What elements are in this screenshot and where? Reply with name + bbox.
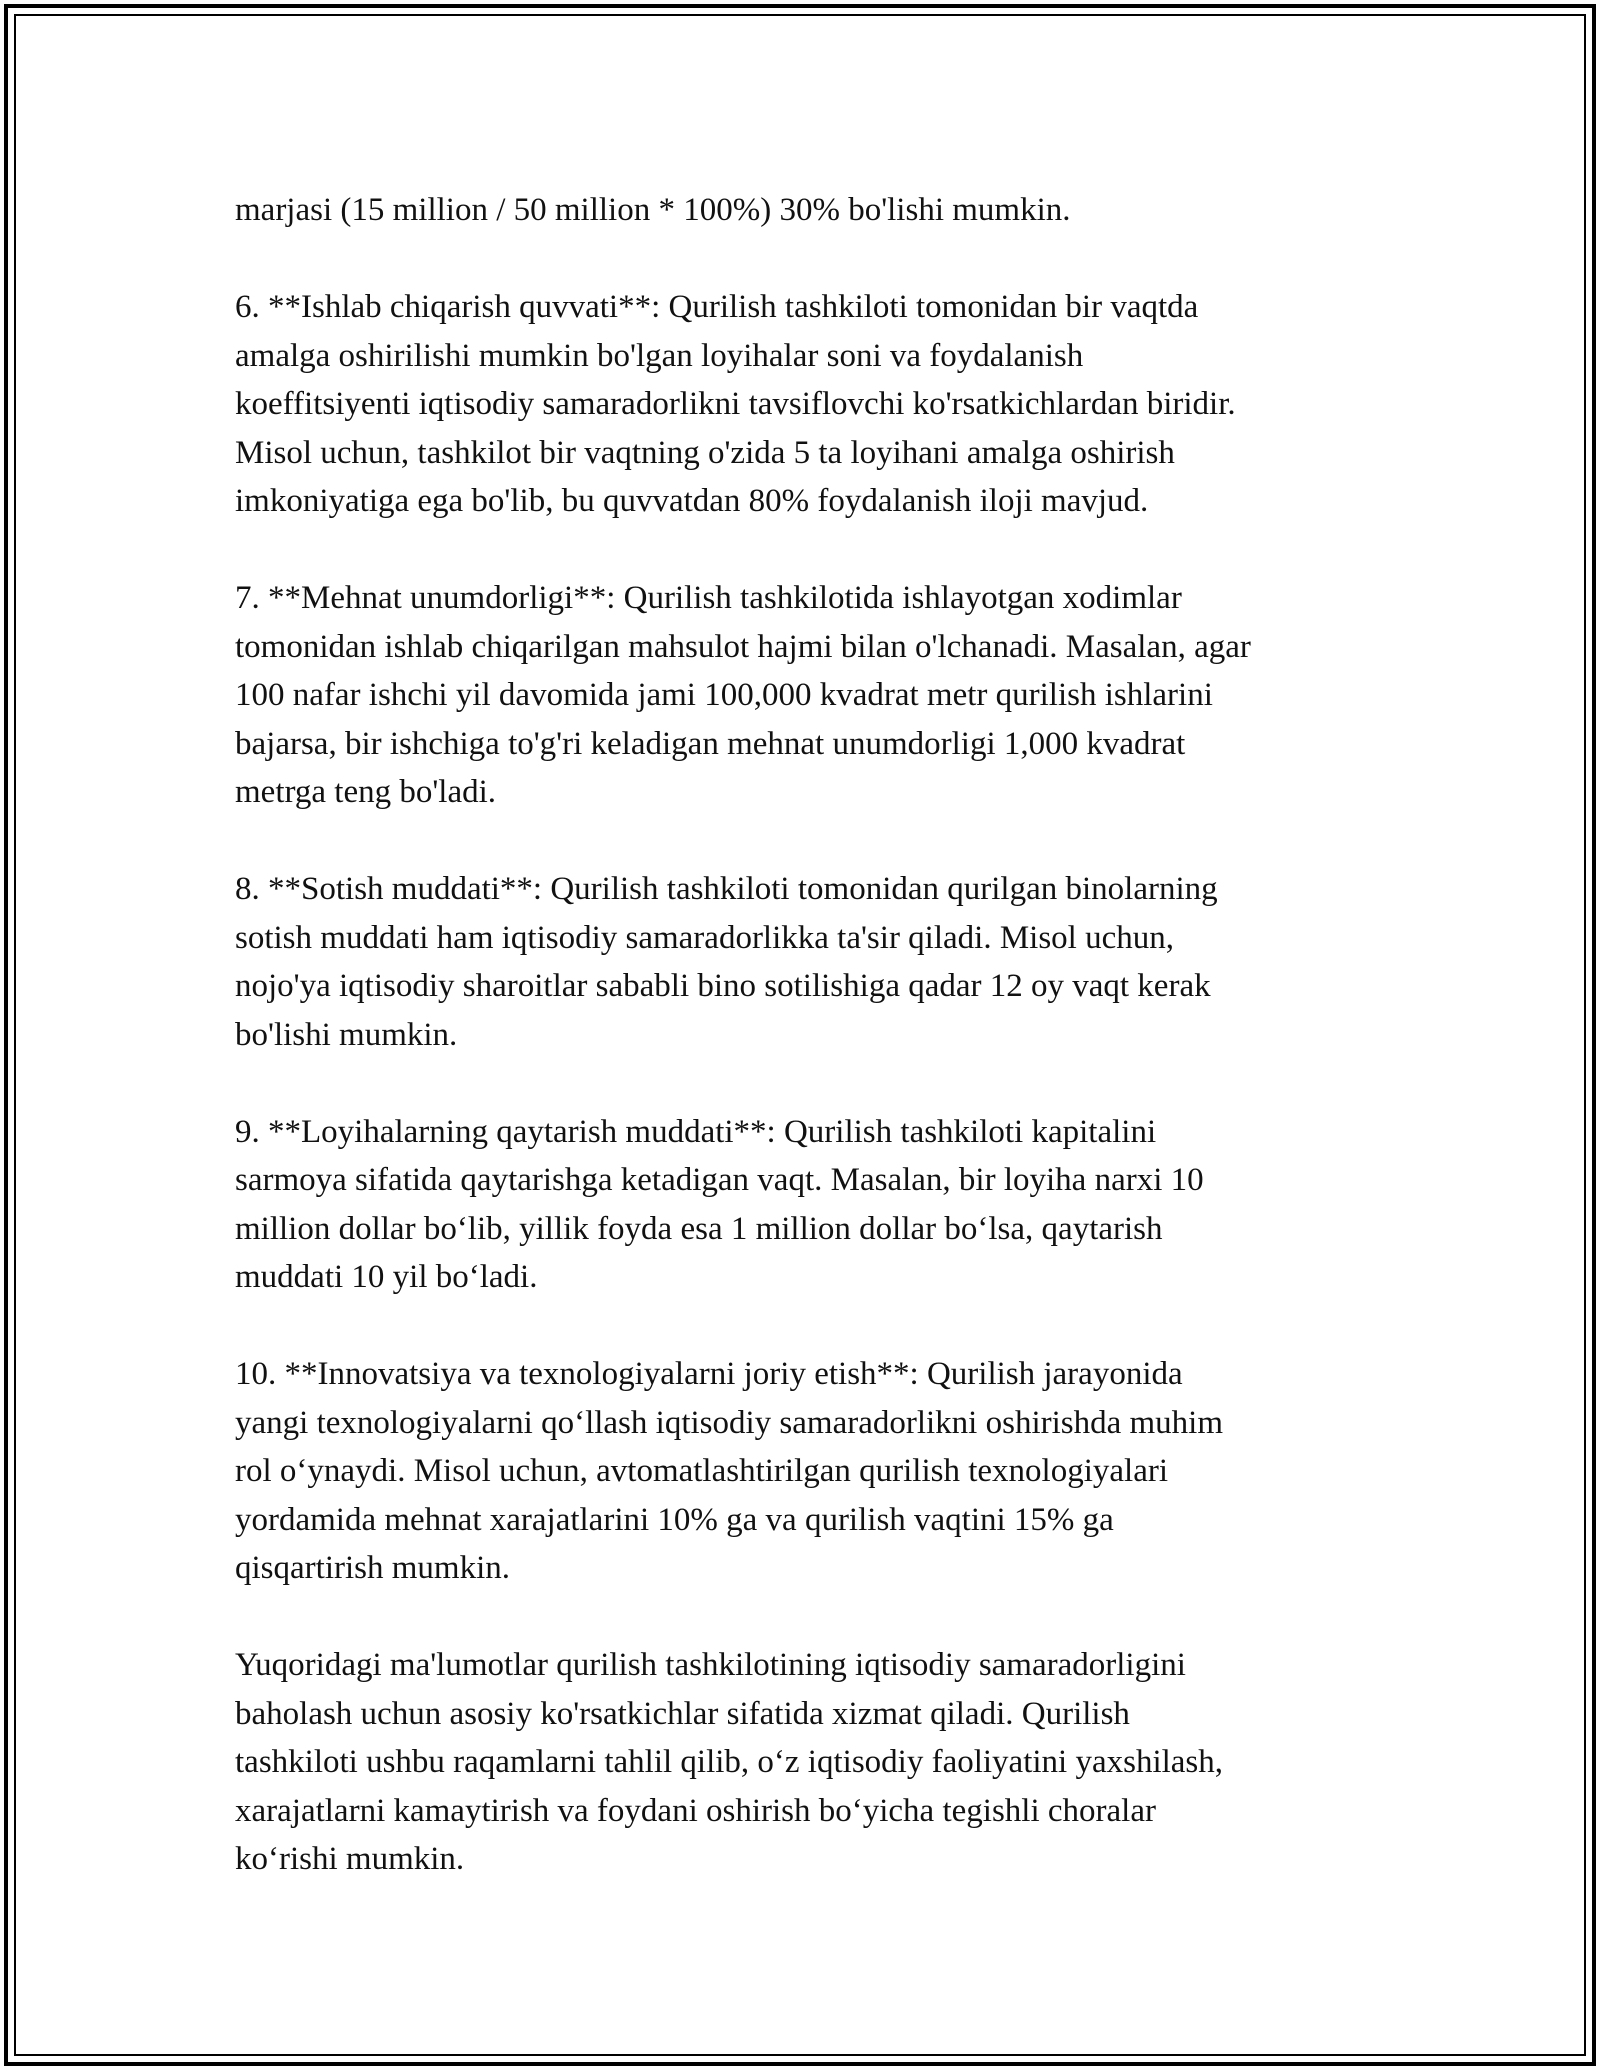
paragraph-margin-continuation: marjasi (15 million / 50 million * 100%) 30% bo'lishi mumkin. [235,192,1071,228]
document-body [235,186,1385,1884]
paragraph-payback-period: 9. **Loyihalarning qaytarish muddati**: Qurilish tashkiloti kapitalini sarmoya sifatida qaytarishga ketadigan vaqt. Masalan, bir loyiha narxi 10 million dollar bo‘lib, yillik foyda esa 1 million dollar bo‘lsa, qaytarish muddati 10 yil bo‘ladi. [235,1113,1204,1295]
paragraph-conclusion: Yuqoridagi ma'lumotlar qurilish tashkilotining iqtisodiy samaradorligini baholash uchun asosiy ko'rsatkichlar sifatida xizmat qiladi. Qurilish tashkiloti ushbu raqamlarni tahlil qilib, o‘z iqtisodiy faoliyatini yaxshilash, xarajatlarni kamaytirish va foydani oshirish bo‘yicha tegishli choralar ko‘rishi mumkin. [235,1647,1224,1877]
paragraph-labor-productivity: 7. **Mehnat unumdorligi**: Qurilish tashkilotida ishlayotgan xodimlar tomonidan ishlab chiqarilgan mahsulot hajmi bilan o'lchanadi. Masalan, agar 100 nafar ishchi yil davomida jami 100,000 kvadrat metr qurilish ishlarini bajarsa, bir ishchiga to'g'ri keladigan mehnat unumdorligi 1,000 kvadrat metrga teng bo'ladi. [235,580,1251,810]
paragraph-innovation: 10. **Innovatsiya va texnologiyalarni joriy etish**: Qurilish jarayonida yangi texnologiyalarni qo‘llash iqtisodiy samaradorlikni oshirishda muhim rol o‘ynaydi. Misol uchun, avtomatlashtirilgan qurilish texnologiyalari yordamida mehnat xarajatlarini 10% ga va qurilish vaqtini 15% ga qisqartirish mumkin. [235,1356,1224,1586]
paragraph-production-capacity: 6. **Ishlab chiqarish quvvati**: Qurilish tashkiloti tomonidan bir vaqtda amalga oshirilishi mumkin bo'lgan loyihalar soni va foydalanish koeffitsiyenti iqtisodiy samaradorlikni tavsiflovchi ko'rsatkichlardan biridir. Misol uchun, tashkilot bir vaqtning o'zida 5 ta loyihani amalga oshirish imkoniyatiga ega bo'lib, bu quvvatdan 80% foydalanish iloji mavjud. [235,289,1236,519]
paragraph-sales-period: 8. **Sotish muddati**: Qurilish tashkiloti tomonidan qurilgan binolarning sotish muddati ham iqtisodiy samaradorlikka ta'sir qiladi. Misol uchun, nojo'ya iqtisodiy sharoitlar sababli bino sotilishiga qadar 12 oy vaqt kerak bo'lishi mumkin. [235,871,1218,1053]
